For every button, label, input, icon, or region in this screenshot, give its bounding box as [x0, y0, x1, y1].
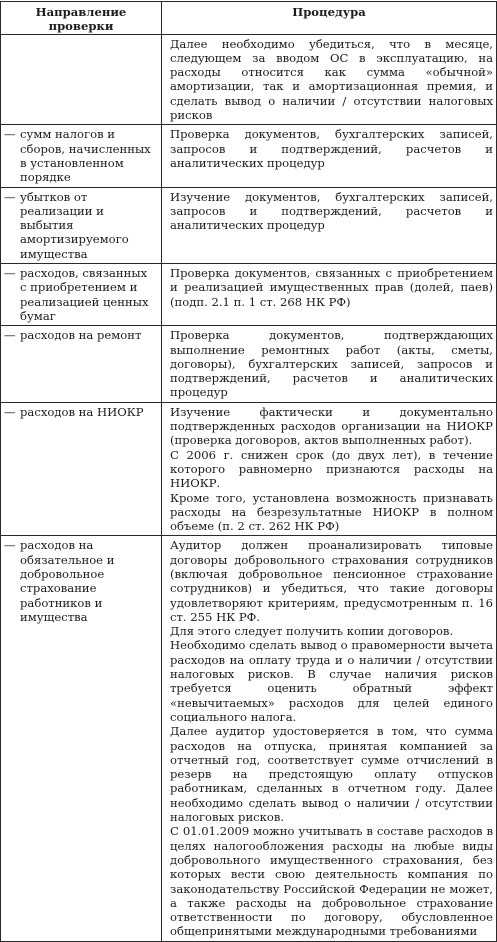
- dash-bullet: —: [4, 189, 16, 204]
- direction-text: расходов на НИОКР: [20, 404, 144, 419]
- direction-text: расходов, связанных с приобретением и реализацией ценных бумаг: [20, 266, 149, 323]
- direction-item: [4, 127, 157, 184]
- dash-bullet: —: [4, 266, 16, 281]
- procedure-cell: [162, 187, 497, 263]
- table-row: [1, 264, 497, 326]
- direction-cell: [1, 326, 162, 402]
- procedure-paragraph: Проверка документов, подтверждающих выполнение ремонтных работ (акты, сметы, договоры), бухгалтерских записей, запросов и подтверждений, расчетов и аналитических процедур: [170, 328, 493, 400]
- dash-bullet: —: [4, 404, 16, 419]
- direction-cell: [1, 402, 162, 536]
- direction-item: [4, 328, 157, 342]
- dash-bullet: —: [4, 127, 16, 142]
- direction-item: [4, 266, 157, 323]
- procedure-paragraph: Необходимо сделать вывод о правомерности вычета расходов на оплату труда и о наличии / отсутствии налоговых рисков. В случае наличия рисков требуется оценить обратный эффект «невычитаемых» расходов для целей единого социального налога.: [170, 638, 493, 724]
- direction-item: [4, 405, 157, 419]
- table-row: [1, 326, 497, 402]
- dash-bullet: —: [4, 328, 16, 343]
- procedure-paragraph: Для этого следует получить копии договоров.: [170, 624, 454, 639]
- procedure-cell: [162, 402, 497, 536]
- procedure-paragraph: Изучение документов, бухгалтерских записей, запросов и подтверждений, расчетов и аналитических процедур: [170, 189, 493, 233]
- table-row: [1, 536, 497, 941]
- table-body: [1, 34, 497, 941]
- procedure-cell: [162, 125, 497, 187]
- procedure-paragraph: Проверка документов, бухгалтерских записей, запросов и подтверждений, расчетов и аналитических процедур: [170, 127, 493, 170]
- procedure-paragraph: С 01.01.2009 можно учитывать в составе расходов в целях налогообложения расходы на любые виды добровольного имущественного страхования, без которых вести свою деятельность компания по законодательству Российской Федерации не может, а также расходы на добровольное страхование ответственности по договору, обусловленное общепринятыми международными требованиями: [170, 824, 493, 939]
- direction-text: убытков от реализации и выбытия амортизируемого имущества: [20, 189, 129, 261]
- direction-text: расходов на обязательное и добровольное страхование работников и имущества: [20, 538, 115, 624]
- header-procedure: Процедура: [162, 2, 497, 35]
- procedure-paragraph: Аудитор должен проанализировать типовые договоры добровольного страхования сотрудников (включая добровольное пенсионное страхование сотрудников) и убедиться, что такие договоры удовлетворяют критериям, предусмотренным п. 16 ст. 255 НК РФ.: [170, 538, 493, 624]
- procedure-cell: [162, 34, 497, 125]
- table-row: [1, 125, 497, 187]
- procedure-paragraph: Изучение фактически и документально подтвержденных расходов организации на НИОКР (проверка договоров, актов выполненных работ).: [170, 404, 493, 448]
- procedure-cell: [162, 536, 497, 941]
- table-row: [1, 34, 497, 125]
- table-row: [1, 187, 497, 263]
- table-header-row: [1, 2, 497, 35]
- procedure-paragraph: Далее аудитор удостоверяется в том, что сумма расходов на отпуска, принятая компанией за отчетный год, соответствует сумме отчислений в резерв на предстоящую оплату отпусков работникам, сделанных в отчетном году. Далее необходимо сделать вывод о наличии / отсутствии налоговых рисков.: [170, 724, 493, 825]
- direction-cell: [1, 34, 162, 125]
- direction-cell: [1, 536, 162, 941]
- procedure-paragraph: Кроме того, установлена возможность признавать расходы на безрезультатные НИОКР в полном объеме (п. 2 ст. 262 НК РФ): [170, 490, 493, 534]
- procedure-cell: [162, 326, 497, 402]
- direction-item: [4, 190, 157, 261]
- direction-text: сумм налогов и сборов, начисленных в установленном порядке: [20, 127, 151, 185]
- procedure-paragraph: Далее необходимо убедиться, что в месяце, следующем за вводом ОС в эксплуатацию, на расходы относится как сумма «обычной» амортизации, так и амортизационная премия, и сделать вывод о наличии / отсутствии налоговых рисков: [170, 36, 493, 123]
- direction-cell: [1, 125, 162, 187]
- procedure-paragraph: Проверка документов, связанных с приобретением и реализацией имущественных прав (долей, паев) (подп. 2.1 п. 1 ст. 268 НК РФ): [170, 266, 493, 309]
- direction-cell: [1, 264, 162, 326]
- header-direction: Направление проверки: [1, 2, 162, 35]
- direction-cell: [1, 187, 162, 263]
- table-row: [1, 402, 497, 536]
- direction-item: [4, 538, 157, 624]
- procedure-cell: [162, 264, 497, 326]
- audit-procedure-table: [0, 1, 497, 942]
- procedure-paragraph: С 2006 г. снижен срок (до двух лет), в течение которого равномерно признаются расходы на НИОКР.: [170, 447, 493, 491]
- direction-text: расходов на ремонт: [20, 328, 142, 343]
- dash-bullet: —: [4, 538, 16, 553]
